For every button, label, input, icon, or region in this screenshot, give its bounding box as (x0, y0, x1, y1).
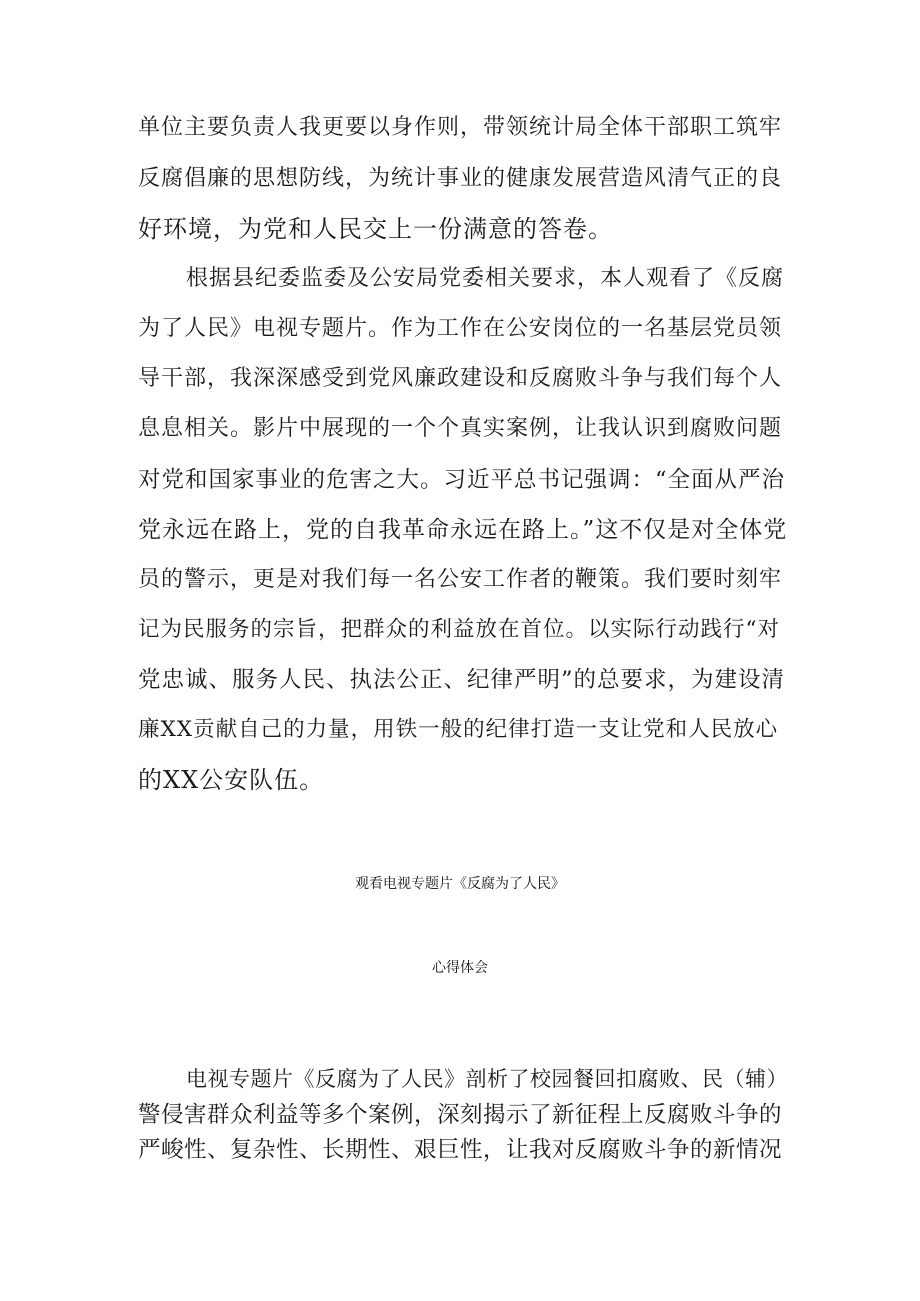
text-line: 党永远在路上，党的自我革命永远在路上。”这不仅是对全体党 (138, 517, 788, 543)
text-line: 记为民服务的宗旨，把群众的利益放在首位。以实际行动践行“对 (138, 617, 780, 642)
text-line: 廉XX贡献自己的力量，用铁一般的纪律打造一支让党和人民放心 (138, 717, 779, 742)
heading-subtitle: 心得体会 (432, 960, 488, 976)
text-line: 单位主要负责人我更要以身作则，带领统计局全体干部职工筑牢 (138, 115, 783, 140)
text-line: 警侵害群众利益等多个案例，深刻揭示了新征程上反腐败斗争的 (138, 1102, 783, 1128)
text-line: 根据县纪委监委及公安局党委相关要求，本人观看了《反腐 (186, 266, 785, 291)
text-line: 对党和国家事业的危害之大。习近平总书记强调：“全面从严治 (138, 467, 786, 493)
text-line: 反腐倡廉的思想防线，为统计事业的健康发展营造风清气正的良 (138, 166, 783, 191)
text-line: 息息相关。影片中展现的一个个真实案例，让我认识到腐败问题 (138, 416, 783, 441)
text-line: 的XX公安队伍。 (138, 766, 325, 794)
text-line: 员的警示，更是对我们每一名公安工作者的鞭策。我们要时刻牢 (138, 567, 783, 592)
text-line: 为了人民》电视专题片。作为工作在公安岗位的一名基层党员领 (138, 316, 783, 341)
heading-title: 观看电视专题片《反腐为了人民》 (355, 876, 565, 892)
text-line: 严峻性、复杂性、长期性、艰巨性，让我对反腐败斗争的新情况 (138, 1137, 783, 1163)
text-line: 导干部，我深深感受到党风廉政建设和反腐败斗争与我们每个人 (138, 366, 783, 391)
text-line: 好环境，为党和人民交上一份满意的答卷。 (138, 215, 613, 243)
text-line: 电视专题片《反腐为了人民》剖析了校园餐回扣腐败、民（辅） (186, 1067, 788, 1091)
text-line: 党忠诚、服务人民、执法公正、纪律严明”的总要求，为建设清 (138, 667, 786, 693)
